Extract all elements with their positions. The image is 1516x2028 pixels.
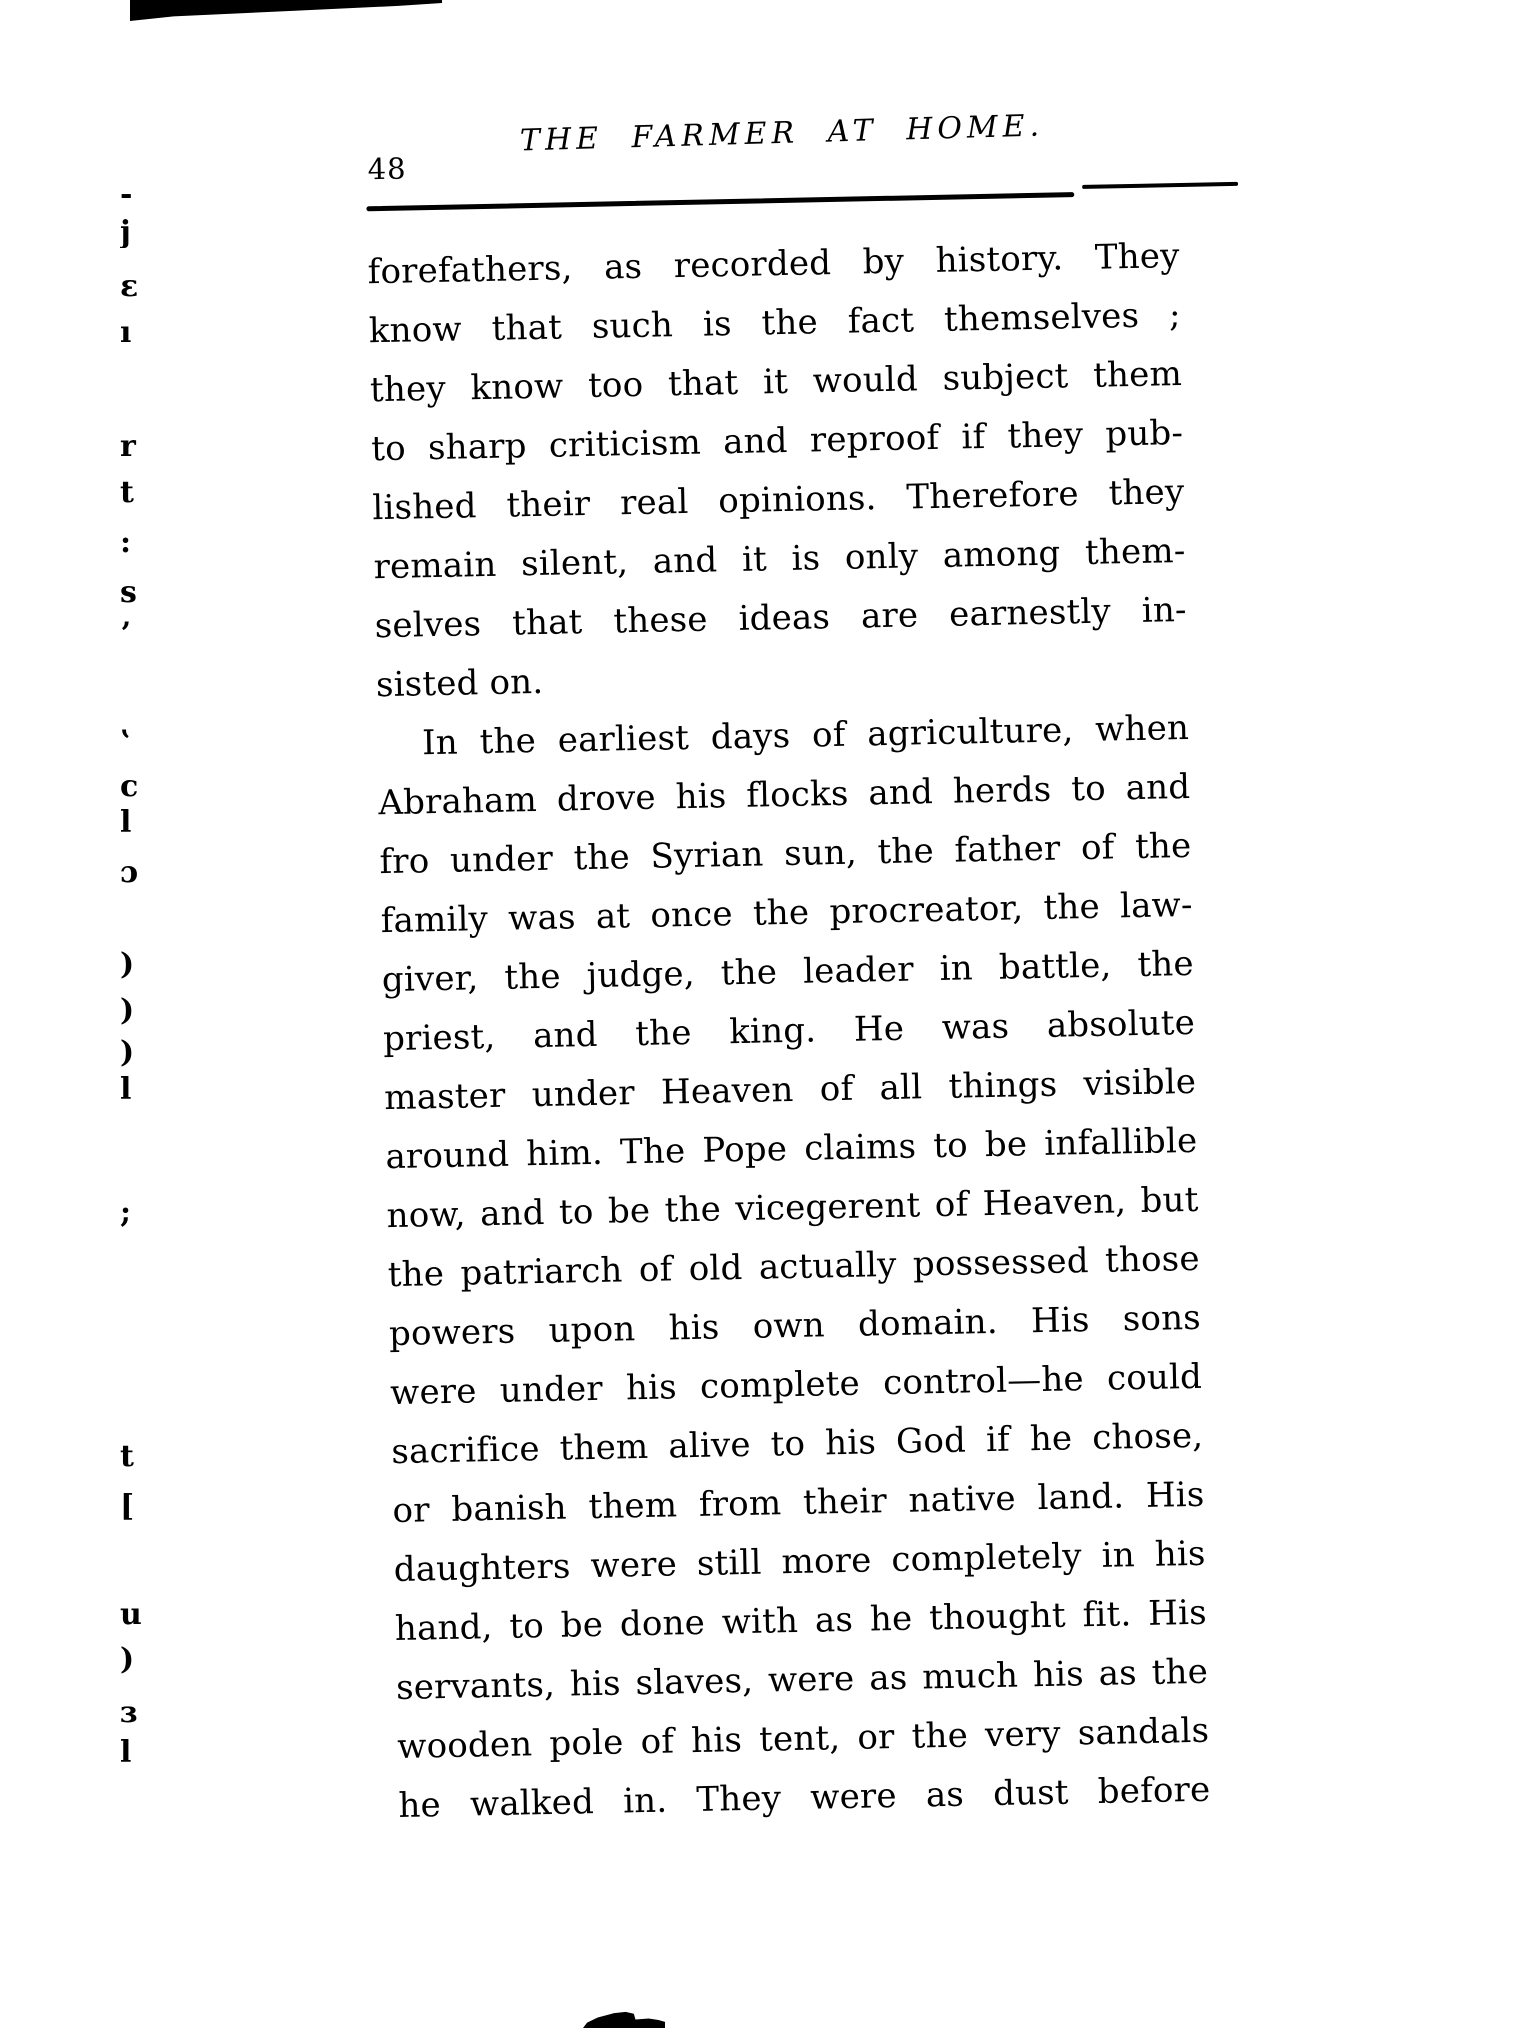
body-line: fro under the Syrian sun, the father of the — [379, 825, 1192, 883]
body-line: powers upon his own domain. His sons — [388, 1297, 1202, 1355]
margin-glyph-fragment: ı — [120, 318, 132, 348]
body-line: daughters were still more completely in his — [393, 1533, 1206, 1591]
margin-glyph-fragment: ʽ — [120, 728, 131, 758]
body-line: know that such is the fact themselves ; — [368, 294, 1182, 352]
body-line: forefathers, as recorded by history. They — [367, 236, 1180, 293]
body-line: the patriarch of old actually possessed those — [387, 1238, 1201, 1296]
margin-glyph-fragment: ) — [120, 1645, 135, 1675]
margin-glyph-fragment: l — [120, 1075, 132, 1105]
margin-glyph-fragment: ) — [120, 1038, 135, 1068]
margin-glyph-fragment: j — [120, 218, 131, 248]
body-line: they know too that it would subject them — [369, 353, 1183, 411]
margin-glyph-fragment: ɜ — [120, 1698, 137, 1728]
header-rule-left-segment — [366, 192, 1074, 211]
margin-glyph-fragment: t — [120, 478, 134, 508]
body-line: now, and to be the vicegerent of Heaven, but — [386, 1179, 1199, 1237]
body-line: master under Heaven of all things visible — [383, 1061, 1197, 1119]
body-line: In the earliest days of agriculture, when — [421, 707, 1190, 764]
body-text — [367, 227, 1211, 1836]
margin-glyph-fragment: s — [120, 578, 137, 608]
body-line: were under his complete control—he could — [389, 1356, 1203, 1414]
paragraph — [367, 227, 1188, 715]
body-line: Abraham drove his flocks and herds to and — [377, 766, 1191, 824]
page-number: 48 — [367, 151, 407, 187]
margin-glyph-fragment: ; — [120, 1198, 132, 1228]
margin-glyph-fragment: [ — [120, 1492, 135, 1522]
body-line: selves that these ideas are earnestly in- — [374, 589, 1188, 647]
body-line: remain silent, and it is only among them- — [373, 530, 1186, 588]
body-line: or banish them from their native land. His — [392, 1474, 1205, 1532]
margin-glyph-fragment: ʼ — [120, 620, 131, 650]
body-line: around him. The Pope claims to be infallible — [385, 1120, 1198, 1178]
body-line: hand, to be done with as he thought fit. His — [394, 1592, 1208, 1650]
margin-glyph-fragment: c — [120, 772, 139, 802]
margin-glyph-fragment: - — [120, 180, 133, 210]
margin-glyph-fragment: ɛ — [120, 272, 139, 302]
margin-glyph-fragment: u — [120, 1600, 142, 1630]
body-line: lished their real opinions. Therefore they — [372, 471, 1185, 529]
body-line: servants, his slaves, were as much his as the — [395, 1651, 1209, 1709]
body-line: sacrifice them alive to his God if he chose, — [390, 1415, 1204, 1473]
paragraph — [377, 699, 1211, 1836]
body-line: he walked in. They were as dust before — [398, 1769, 1211, 1826]
margin-glyph-fragment: l — [120, 1738, 132, 1768]
body-line: wooden pole of his tent, or the very sandals — [396, 1710, 1210, 1768]
margin-glyph-fragment: r — [120, 432, 136, 462]
body-line: giver, the judge, the leader in battle, the — [381, 943, 1195, 1001]
body-line: sisted on. — [375, 661, 544, 706]
body-line: family was at once the procreator, the law- — [380, 884, 1193, 942]
running-title: THE FARMER AT HOME. — [519, 108, 1045, 159]
margin-glyph-fragment: l — [120, 808, 132, 838]
margin-glyph-fragment: t — [120, 1442, 134, 1472]
margin-glyph-fragment: : — [120, 528, 132, 558]
margin-glyph-fragment: ) — [120, 950, 135, 980]
header-rule-right-segment — [1082, 182, 1238, 189]
body-line: priest, and the king. He was absolute — [382, 1002, 1196, 1060]
body-line: to sharp criticism and reproof if they pub- — [370, 412, 1184, 470]
margin-glyph-fragment: ɔ — [120, 858, 139, 888]
margin-glyph-fragment: ) — [120, 996, 135, 1026]
